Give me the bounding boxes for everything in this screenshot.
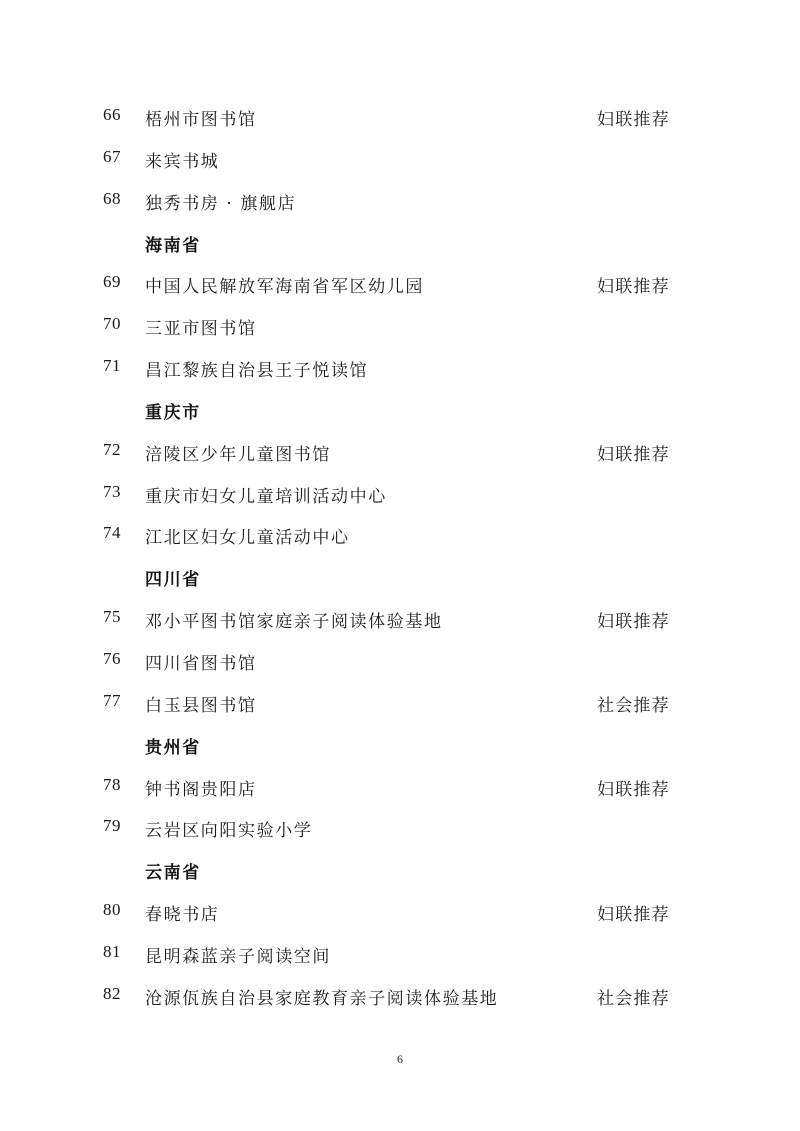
item-number: 79 (103, 816, 121, 836)
list-item (0, 474, 800, 516)
recommendation-source: 妇联推荐 (597, 612, 670, 633)
item-number: 67 (103, 146, 121, 166)
province-heading: 重庆市 (145, 402, 201, 423)
item-name: 邓小平图书馆家庭亲子阅读体验基地 (145, 612, 443, 633)
recommendation-source: 妇联推荐 (597, 905, 670, 926)
page-number: 6 (397, 1052, 403, 1066)
item-name: 春晓书店 (145, 905, 220, 926)
item-number: 66 (103, 105, 121, 124)
item-number: 73 (103, 481, 121, 501)
province-heading-row (0, 390, 800, 432)
list-item (0, 515, 800, 557)
item-number: 81 (103, 941, 121, 961)
list-item (0, 934, 800, 976)
list-item (0, 976, 800, 1018)
item-number: 80 (103, 900, 121, 920)
item-name: 独秀书房 · 旗舰店 (145, 193, 297, 214)
list-item (0, 683, 800, 725)
item-name: 江北区妇女儿童活动中心 (145, 528, 350, 549)
list-item (0, 432, 800, 474)
list-item (0, 808, 800, 850)
item-number: 68 (103, 188, 121, 208)
recommendation-source: 社会推荐 (597, 695, 670, 716)
item-name: 沧源佤族自治县家庭教育亲子阅读体验基地 (145, 988, 499, 1009)
province-heading-row (0, 725, 800, 767)
item-number: 82 (103, 983, 121, 1003)
item-name: 四川省图书馆 (145, 653, 257, 674)
list-item (0, 348, 800, 390)
province-heading-row (0, 223, 800, 265)
recommendation-source: 妇联推荐 (597, 444, 670, 465)
list-item (0, 139, 800, 181)
item-number: 69 (103, 272, 121, 292)
item-name: 白玉县图书馆 (145, 695, 257, 716)
item-number: 75 (103, 607, 121, 627)
list-item (0, 97, 800, 139)
item-name: 钟书阁贵阳店 (145, 779, 257, 800)
item-name: 重庆市妇女儿童培训活动中心 (145, 486, 387, 507)
item-number: 71 (103, 356, 121, 376)
item-number: 70 (103, 314, 121, 334)
item-name: 云岩区向阳实验小学 (145, 821, 313, 842)
recommendation-source: 妇联推荐 (597, 110, 670, 130)
list-item (0, 264, 800, 306)
province-heading: 贵州省 (145, 737, 201, 758)
list-item (0, 599, 800, 641)
province-heading-row (0, 557, 800, 599)
item-number: 72 (103, 439, 121, 459)
list-item (0, 641, 800, 683)
item-name: 梧州市图书馆 (145, 110, 257, 130)
item-name: 昌江黎族自治县王子悦读馆 (145, 361, 369, 382)
province-heading: 云南省 (145, 863, 201, 884)
item-number: 77 (103, 690, 121, 710)
item-name: 中国人民解放军海南省军区幼儿园 (145, 277, 424, 298)
item-name: 三亚市图书馆 (145, 319, 257, 340)
province-heading-row (0, 850, 800, 892)
list-item (0, 181, 800, 223)
province-heading: 海南省 (145, 235, 201, 256)
recommendation-source: 妇联推荐 (597, 779, 670, 800)
recommendation-source: 妇联推荐 (597, 277, 670, 298)
entry-list (0, 97, 800, 1018)
item-name: 涪陵区少年儿童图书馆 (145, 444, 331, 465)
item-name: 来宾书城 (145, 151, 220, 172)
item-name: 昆明森蓝亲子阅读空间 (145, 946, 331, 967)
recommendation-source: 社会推荐 (597, 988, 670, 1009)
item-number: 76 (103, 648, 121, 668)
list-item (0, 767, 800, 809)
item-number: 78 (103, 774, 121, 794)
item-number: 74 (103, 523, 121, 543)
list-item (0, 306, 800, 348)
province-heading: 四川省 (145, 570, 201, 591)
list-item (0, 892, 800, 934)
